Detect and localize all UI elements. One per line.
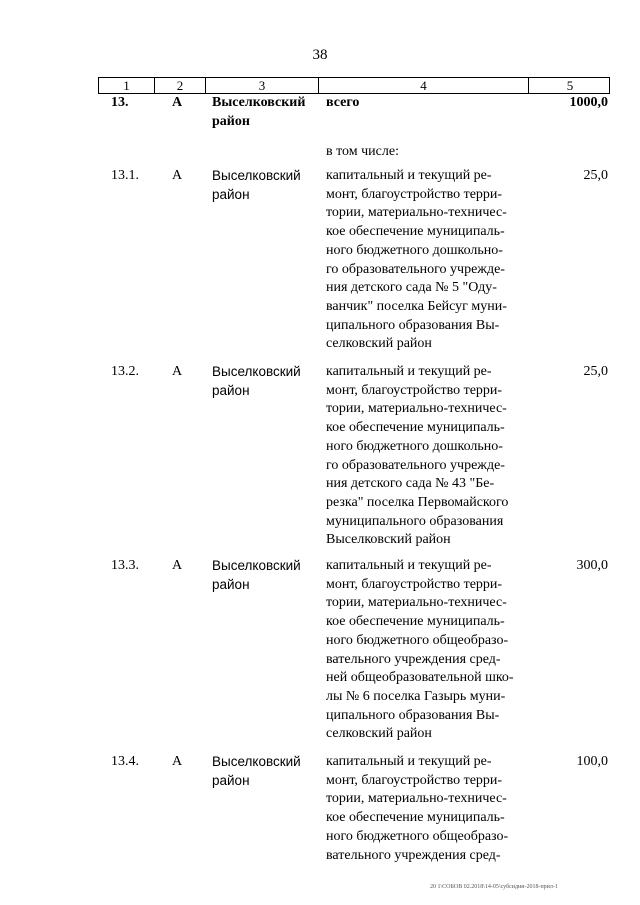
row-district [212, 94, 312, 131]
column-header-2: 2 [155, 78, 206, 93]
district-line: Выселковский [212, 754, 301, 769]
district-line: район [212, 576, 250, 592]
district-line: Выселковский [212, 364, 301, 379]
description-line: ципального образования Вы- [326, 707, 500, 723]
description-line: ванчик" поселка Бейсуг муни- [326, 298, 507, 314]
column-header-3: 3 [206, 78, 319, 93]
description-line: ного бюджетного общеобразо- [326, 632, 509, 648]
description-line: лы № 6 поселка Газырь муни- [326, 688, 506, 704]
row-district [212, 753, 312, 790]
row-number: 13.1. [111, 168, 139, 183]
description-line: го образовательного учрежде- [326, 261, 505, 277]
district-line: район [212, 186, 250, 202]
description-line: капитальный и текущий ре- [326, 754, 492, 769]
description-line: кое обеспечение муниципаль- [326, 810, 505, 826]
document-footer: 20 1\СОБОВ 02.2018\14-05\субсидии-2018-прил-1 [430, 884, 558, 890]
district-line: Выселковский [212, 168, 301, 183]
row-description [326, 167, 526, 354]
description-line: вательного учреждения сред- [326, 847, 501, 863]
description-line: ного бюджетного дошкольно- [326, 242, 503, 258]
description-line: монт, благоустройство терри- [326, 382, 503, 398]
description-line: тории, материально-техничес- [326, 205, 507, 221]
row-district [212, 363, 312, 400]
row-district [212, 557, 312, 594]
row-number: 13.4. [111, 754, 139, 769]
row-amount: 100,0 [576, 754, 608, 769]
row-description [326, 363, 526, 550]
district-line: Выселковский [212, 95, 306, 110]
row-description [326, 557, 526, 744]
description-line: ципального образования Вы- [326, 317, 500, 333]
row-amount: 300,0 [576, 558, 608, 573]
description-line: капитальный и текущий ре- [326, 168, 492, 183]
description-line: вательного учреждения сред- [326, 651, 501, 667]
description-line: монт, благоустройство терри- [326, 186, 503, 202]
row-category: А [172, 95, 183, 110]
row-number: 13.2. [111, 364, 139, 379]
column-header-4: 4 [319, 78, 529, 93]
page-number: 38 [312, 47, 328, 63]
row-number: 13. [111, 95, 129, 110]
description-line: ней общеобразовательной шко- [326, 670, 514, 686]
row-category: А [172, 754, 183, 769]
row-amount: 25,0 [583, 364, 608, 379]
description-line: го образовательного учрежде- [326, 457, 505, 473]
district-line: район [212, 113, 250, 129]
description-line: ного бюджетного дошкольно- [326, 438, 503, 454]
description-line: тории, материально-техничес- [326, 791, 507, 807]
description-line: кое обеспечение муниципаль- [326, 224, 505, 240]
description-line: монт, благоустройство терри- [326, 772, 503, 788]
description-line: капитальный и текущий ре- [326, 558, 492, 573]
description-line: Выселковский район [326, 532, 451, 548]
description-line: селковский район [326, 336, 432, 352]
row-category: А [172, 168, 183, 183]
row-amount: 25,0 [583, 168, 608, 183]
district-line: район [212, 382, 250, 398]
description-line: резка" поселка Первомайского [326, 494, 509, 510]
row-amount: 1000,0 [569, 95, 608, 110]
description-line: тории, материально-техничес- [326, 595, 507, 611]
description-line: ного бюджетного общеобразо- [326, 828, 509, 844]
column-header-1: 1 [99, 78, 155, 93]
description-line: ния детского сада № 43 "Бе- [326, 476, 495, 492]
row-category: А [172, 364, 183, 379]
row-category: А [172, 558, 183, 573]
row-description [326, 753, 526, 865]
row-number: 13.3. [111, 558, 139, 573]
column-header-5: 5 [566, 78, 574, 93]
description-line: кое обеспечение муниципаль- [326, 614, 505, 630]
description-line: муниципального образования [326, 513, 504, 529]
description-line: тории, материально-техничес- [326, 401, 507, 417]
row-district [212, 167, 312, 204]
description-line: капитальный и текущий ре- [326, 364, 492, 379]
row-description: всего [326, 95, 360, 110]
description-line: селковский район [326, 726, 432, 742]
including-label: в том числе: [326, 144, 399, 159]
district-line: Выселковский [212, 558, 301, 573]
description-line: ния детского сада № 5 "Оду- [326, 280, 497, 296]
column-header-row [98, 77, 610, 94]
district-line: район [212, 772, 250, 788]
description-line: монт, благоустройство терри- [326, 576, 503, 592]
description-line: кое обеспечение муниципаль- [326, 420, 505, 436]
